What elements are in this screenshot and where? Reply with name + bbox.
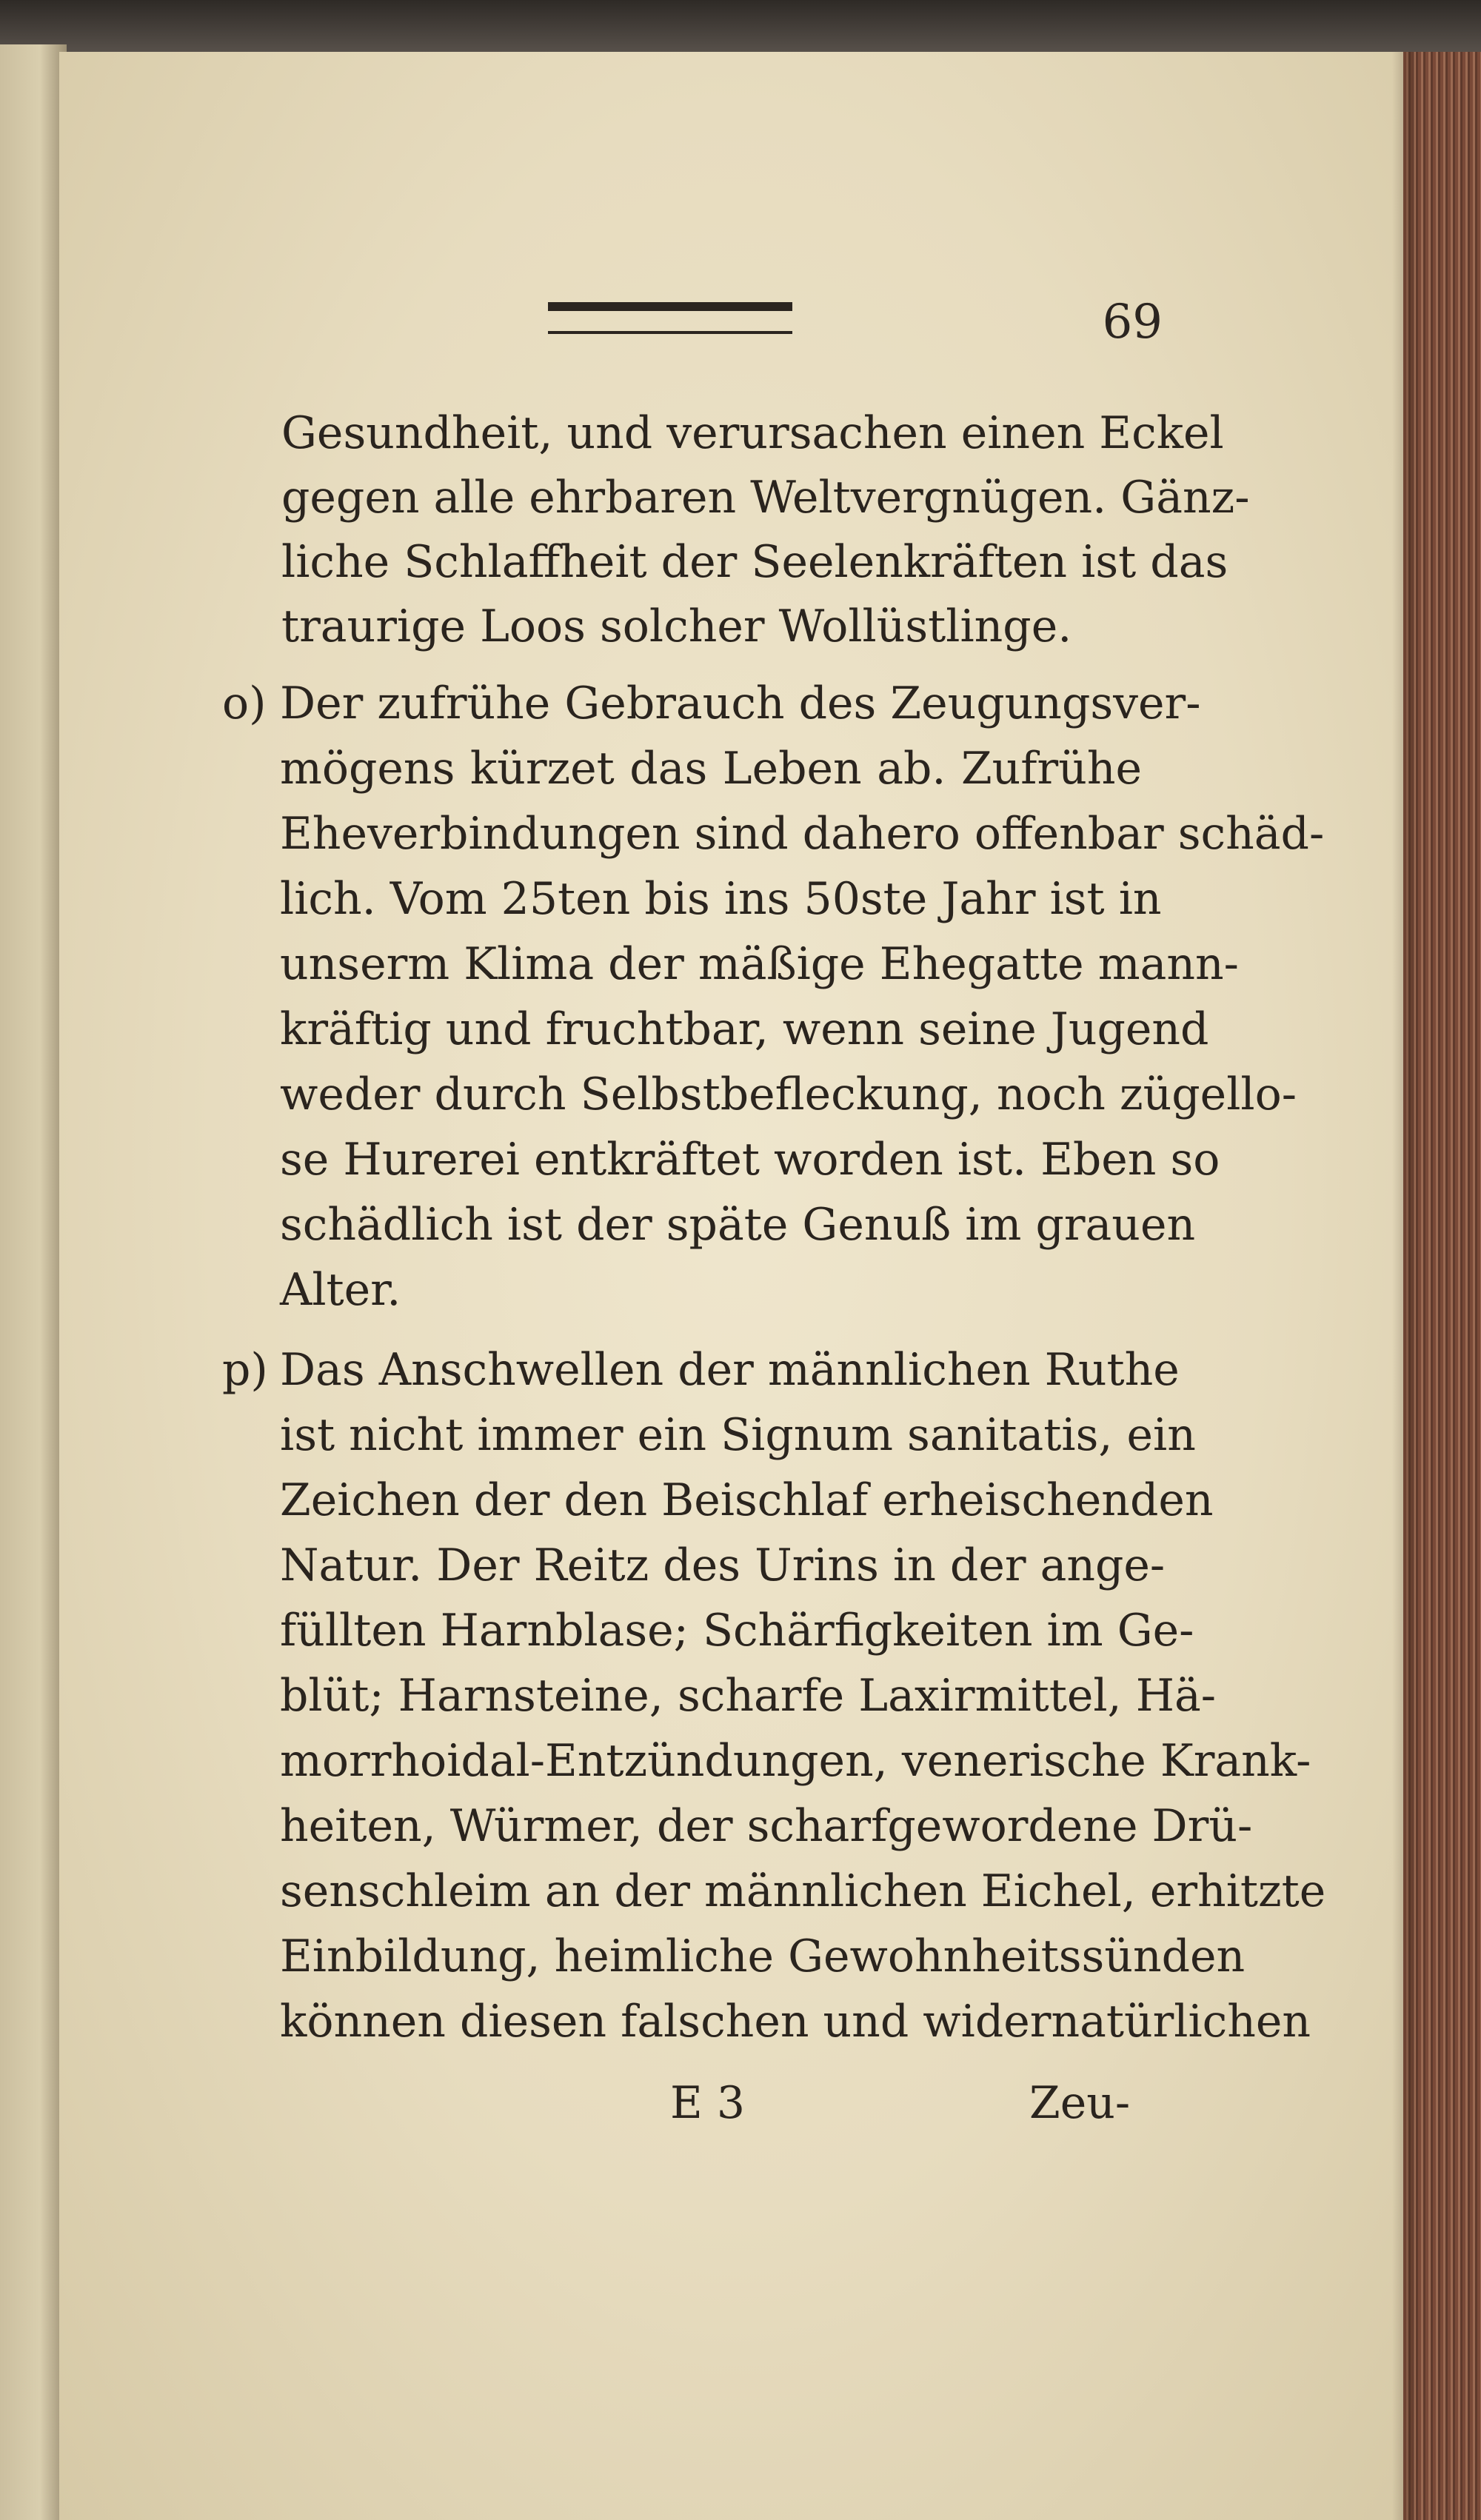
catchword: Zeu- — [1029, 2077, 1131, 2129]
text-line: füllten Harnblase; Schärfigkeiten im Ge- — [280, 1605, 1194, 1657]
text-line: Das Anschwellen der männlichen Ruthe — [280, 1344, 1180, 1396]
text-line: weder durch Selbstbefleckung, noch zügello- — [280, 1069, 1297, 1120]
text-line: mögens kürzet das Leben ab. Zufrühe — [280, 743, 1142, 795]
text-line: Alter. — [280, 1264, 401, 1316]
text-line: heiten, Würmer, der scharfgewordene Drü- — [280, 1800, 1253, 1852]
text-line: kräftig und fruchtbar, wenn seine Jugend — [280, 1003, 1209, 1055]
page-number: 69 — [1102, 295, 1163, 350]
text-line: blüt; Harnsteine, scharfe Laxirmittel, Hä- — [280, 1670, 1217, 1722]
text-line: schädlich ist der späte Genuß im grauen — [280, 1199, 1196, 1251]
text-line: unserm Klima der mäßige Ehegatte mann- — [280, 938, 1239, 990]
text-line: Zeichen der den Beischlaf erheischenden — [280, 1474, 1214, 1526]
text-line: senschleim an der männlichen Eichel, erhitzte — [280, 1865, 1326, 1917]
text-line: Einbildung, heimliche Gewohnheitssünden — [280, 1931, 1246, 1982]
text-line: Gesundheit, und verursachen einen Eckel — [281, 407, 1224, 459]
signature-mark: E 3 — [670, 2077, 746, 2129]
paragraph-marker: p) — [222, 1344, 268, 1396]
paragraph-marker: o) — [222, 678, 267, 729]
text-line: gegen alle ehrbaren Weltvergnügen. Gänz- — [281, 472, 1250, 524]
text-line: können diesen falschen und widernatürlichen — [280, 1996, 1311, 2048]
text-line: Der zufrühe Gebrauch des Zeugungsver- — [280, 678, 1201, 729]
text-line: Eheverbindungen sind dahero offenbar schäd- — [280, 808, 1325, 860]
text-line: morrhoidal-Entzündungen, venerische Krank- — [280, 1735, 1311, 1787]
text-line: lich. Vom 25ten bis ins 50ste Jahr ist in — [280, 873, 1162, 925]
text-line: ist nicht immer ein Signum sanitatis, ein — [280, 1409, 1196, 1461]
text-line: liche Schlaffheit der Seelenkräften ist das — [281, 536, 1228, 588]
text-line: se Hurerei entkräftet worden ist. Eben so — [280, 1134, 1220, 1186]
text-line: Natur. Der Reitz des Urins in der ange- — [280, 1540, 1166, 1591]
text-line: traurige Loos solcher Wollüstlinge. — [281, 601, 1072, 652]
